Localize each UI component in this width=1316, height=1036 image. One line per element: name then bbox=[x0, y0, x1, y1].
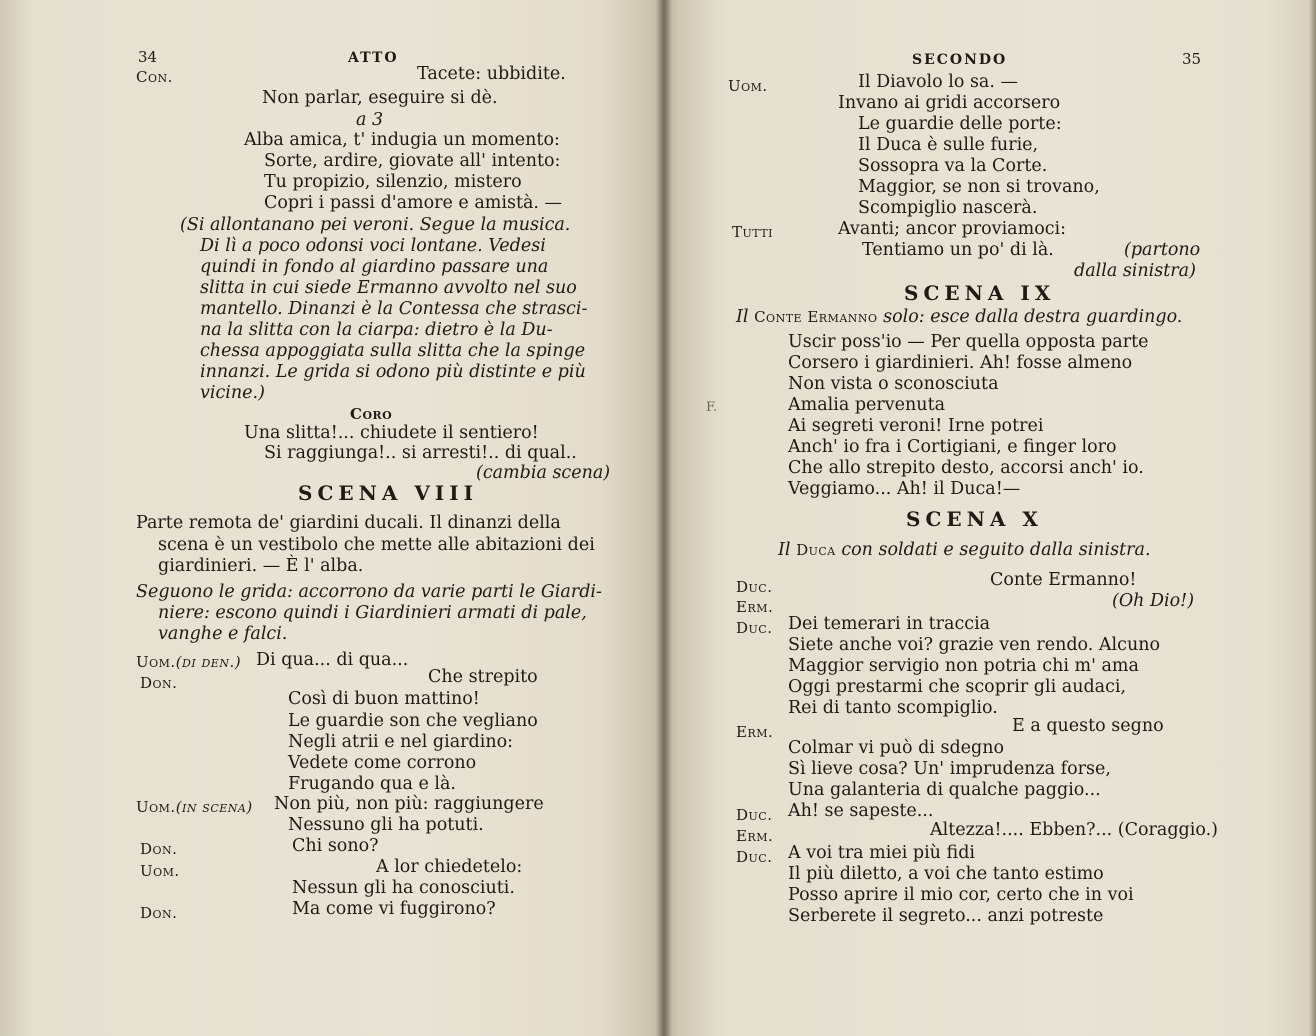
scene-title: SCENA VIII bbox=[298, 481, 478, 505]
verse-line: Oggi prestarmi che scoprir gli audaci, bbox=[788, 677, 1127, 697]
verse-line: Sossopra va la Corte. bbox=[858, 156, 1048, 176]
verse-line: Invano ai gridi accorsero bbox=[838, 93, 1061, 113]
stage-direction: niere: escono quindi i Giardinieri armati di pale, bbox=[158, 603, 587, 623]
stage-direction: chessa appoggiata sulla slitta che la spinge bbox=[200, 341, 586, 361]
verse-line: Frugando qua e là. bbox=[288, 774, 456, 794]
scene-description: giardinieri. — È l' alba. bbox=[158, 556, 364, 576]
verse-line: Serberete il segreto... anzi potreste bbox=[788, 906, 1104, 926]
stage-direction: quindi in fondo al giardino passare una bbox=[200, 257, 549, 277]
speaker: Uom.(di den.) bbox=[136, 653, 242, 671]
verse-line: Vedete come corrono bbox=[288, 753, 477, 773]
verse-line: Una galanteria di qualche paggio... bbox=[788, 780, 1101, 800]
speaker: Duc. bbox=[736, 578, 773, 596]
stage-direction: na la slitta con la ciarpa: dietro è la Du- bbox=[200, 320, 553, 340]
verse-line: (Oh Dio!) bbox=[1112, 591, 1195, 611]
verse-line: Dei temerari in traccia bbox=[788, 614, 991, 634]
stage-direction: Seguono le grida: accorrono da varie parti le Giardi- bbox=[136, 582, 602, 602]
verse-line: Altezza!.... Ebben?... (Coraggio.) bbox=[930, 820, 1218, 840]
verse-line: Sì lieve cosa? Un' imprudenza forse, bbox=[788, 759, 1111, 779]
book-gutter bbox=[656, 0, 672, 1036]
page-number: 34 bbox=[138, 48, 158, 66]
stage-direction: innanzi. Le grida si odono più distinte e più bbox=[200, 362, 586, 382]
verse-line: Una slitta!... chiudete il sentiero! bbox=[244, 423, 539, 443]
speaker: Duc. bbox=[736, 806, 773, 824]
verse-line: Corsero i giardinieri. Ah! fosse almeno bbox=[788, 353, 1133, 373]
verse-line: Si raggiunga!.. si arresti!.. di qual.. bbox=[264, 443, 577, 463]
verse-line: E a questo segno bbox=[1012, 716, 1164, 736]
margin-mark: F. bbox=[706, 400, 718, 415]
verse-line: Non più, non più: raggiungere bbox=[274, 794, 544, 814]
scene-title: SCENA IX bbox=[904, 281, 1056, 305]
verse-line: a 3 bbox=[356, 110, 384, 130]
verse-line: Non vista o sconosciuta bbox=[788, 374, 999, 394]
stage-direction: (cambia scena) bbox=[476, 463, 611, 483]
verse-line: Scompiglio nascerà. bbox=[858, 198, 1038, 218]
stage-direction: vicine.) bbox=[200, 383, 265, 403]
stage-direction: dalla sinistra) bbox=[1074, 261, 1196, 281]
verse-line: Chi sono? bbox=[292, 836, 379, 856]
verse-line: A lor chiedetelo: bbox=[376, 857, 523, 877]
verse-line: Maggior servigio non potria chi m' ama bbox=[788, 656, 1139, 676]
stage-direction: (partono bbox=[1124, 240, 1201, 260]
verse-line: Ai segreti veroni! Irne potrei bbox=[788, 416, 1044, 436]
verse-line: Alba amica, t' indugia un momento: bbox=[244, 130, 560, 150]
verse-line: Uscir poss'io — Per quella opposta parte bbox=[788, 332, 1149, 352]
verse-line: Colmar vi può di sdegno bbox=[788, 738, 1005, 758]
speaker: Don. bbox=[140, 904, 178, 922]
speaker: Uom. bbox=[140, 862, 180, 880]
verse-line: Siete anche voi? grazie ven rendo. Alcuno bbox=[788, 635, 1161, 655]
verse-line: Tu propizio, silenzio, mistero bbox=[264, 172, 522, 192]
scene-title: SCENA X bbox=[906, 507, 1043, 531]
speaker: Tutti bbox=[732, 223, 773, 241]
speaker: Erm. bbox=[736, 827, 774, 845]
verse-line: Nessuno gli ha potuti. bbox=[288, 815, 484, 835]
verse-line: A voi tra miei più fidi bbox=[788, 843, 975, 863]
speaker: Coro bbox=[350, 405, 393, 423]
speaker: Don. bbox=[140, 674, 178, 692]
scene-description: Parte remota de' giardini ducali. Il dinanzi della bbox=[136, 513, 561, 533]
verse-line: Le guardie son che vegliano bbox=[288, 711, 538, 731]
speaker: Uom.(in scena) bbox=[136, 798, 253, 816]
running-header: ATTO bbox=[348, 50, 399, 66]
verse-line: Avanti; ancor proviamoci: bbox=[838, 219, 1067, 239]
verse-line: Nessun gli ha conosciuti. bbox=[292, 878, 515, 898]
verse-line: Sorte, ardire, giovate all' intento: bbox=[264, 151, 561, 171]
verse-line: Il Duca è sulle furie, bbox=[858, 135, 1039, 155]
speaker: Con. bbox=[136, 68, 173, 86]
verse-line: Posso aprire il mio cor, certo che in voi bbox=[788, 885, 1134, 905]
stage-direction: slitta in cui siede Ermanno avvolto nel suo bbox=[200, 278, 577, 298]
verse-line: Amalia pervenuta bbox=[788, 395, 946, 415]
verse-line: Veggiamo... Ah! il Duca!— bbox=[788, 479, 1021, 499]
speaker: Don. bbox=[140, 840, 178, 858]
verse-line: Negli atrii e nel giardino: bbox=[288, 732, 514, 752]
page-number: 35 bbox=[1182, 50, 1202, 68]
verse-line: Le guardie delle porte: bbox=[858, 114, 1062, 134]
verse-line: Ah! se sapeste... bbox=[788, 801, 934, 821]
verse-line: Il più diletto, a voi che tanto estimo bbox=[788, 864, 1104, 884]
verse-line: Non parlar, eseguire si dè. bbox=[262, 88, 498, 108]
verse-line: Il Diavolo lo sa. — bbox=[858, 72, 1018, 92]
scene-description: scena è un vestibolo che mette alle abitazioni dei bbox=[158, 535, 595, 555]
speaker: Duc. bbox=[736, 619, 773, 637]
speaker: Erm. bbox=[736, 723, 774, 741]
speaker: Uom. bbox=[728, 77, 768, 95]
running-header: SECONDO bbox=[912, 52, 1008, 68]
verse-line: Maggior, se non si trovano, bbox=[858, 177, 1100, 197]
verse-line: Così di buon mattino! bbox=[288, 689, 480, 709]
stage-direction: Di lì a poco odonsi voci lontane. Vedesi bbox=[200, 236, 546, 256]
verse-line: Conte Ermanno! bbox=[990, 570, 1137, 590]
speaker: Duc. bbox=[736, 848, 773, 866]
verse-line: Ma come vi fuggirono? bbox=[292, 899, 496, 919]
verse-line: Di qua... di qua... bbox=[256, 650, 409, 670]
stage-direction: (Si allontanano pei veroni. Segue la musica. bbox=[180, 215, 571, 235]
verse-line: Rei di tanto scompiglio. bbox=[788, 698, 998, 718]
verse-line: Tentiamo un po' di là. bbox=[862, 240, 1054, 260]
verse-line: Copri i passi d'amore e amistà. — bbox=[264, 193, 563, 213]
verse-line: Che allo strepito desto, accorsi anch' io. bbox=[788, 458, 1144, 478]
stage-direction: vanghe e falci. bbox=[158, 624, 288, 644]
verse-line: Tacete: ubbidite. bbox=[417, 64, 566, 84]
verse-line: Che strepito bbox=[428, 667, 538, 687]
stage-direction: mantello. Dinanzi è la Contessa che strasci- bbox=[200, 299, 588, 319]
speaker: Erm. bbox=[736, 598, 774, 616]
right-page bbox=[664, 0, 1316, 1036]
scene-description: Il Conte Ermanno solo: esce dalla destra guardingo. bbox=[736, 307, 1183, 327]
verse-line: Anch' io fra i Cortigiani, e finger loro bbox=[788, 437, 1117, 457]
scene-description: Il Duca con soldati e seguito dalla sinistra. bbox=[778, 540, 1151, 560]
